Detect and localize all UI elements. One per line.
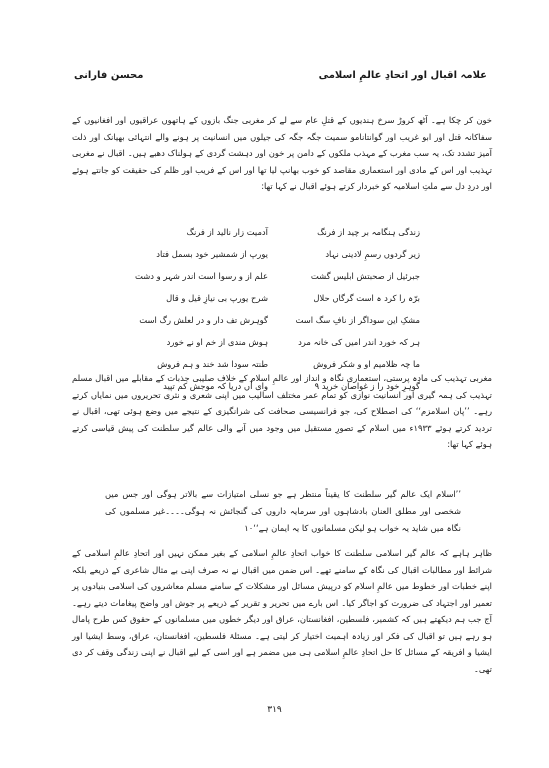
hemistich-first: طنتہ سودا شد خند و ہم فروش bbox=[157, 359, 268, 369]
hemistich-first: گوہرش تف دار و در لعلش رگ است bbox=[139, 315, 268, 325]
running-header-author: محسن فارانی bbox=[74, 70, 144, 81]
paragraph-western-civilization: مغربی تہذیب کی مادہ پرستی، استعماری نگاہ و انداز اور عالمِ اسلام کے خلاف صلیبی جذبات کے مقابلے میں اقبال مسلم تہذیب کی ہمہ گیری اور انسانیت نوازی کو تمام عمر مختلف اسالیب میں اپنی شعری و نثری تحریروں میں نمایاں کرتے رہے۔ ’’پان اسلامزم‘‘ کی اصطلاح کی، جو فرانسیسی صحافت کی شرانگیزی کے نتیجے میں وضع ہوئی تھی، اقبال نے تردید کرتے ہوئے ۱۹۳۳ء میں اسلام کے تصورِ مستقبل میں وجود میں آنے والی عالم گیر سلطنت کی پیش قیاسی کرتے ہوئے کہا تھا: bbox=[72, 373, 492, 449]
poem-verse bbox=[139, 309, 420, 331]
running-header-title: علامہ اقبال اور اتحادِ عالمِ اسلامی bbox=[318, 70, 487, 81]
hemistich-second: ہر کہ خورد اندر امیں کی خانہ مرد bbox=[298, 337, 420, 347]
hemistich-second: جبرئیل از صحبتش ابلیس گشت bbox=[310, 271, 420, 281]
hemistich-second: ما چہ ظلامیم او و شکر فروش bbox=[313, 359, 420, 369]
hemistich-second: برّہ را کرد ہ است گرگاں حلال bbox=[313, 293, 420, 303]
block-quote: ’’اسلام ایک عالم گیر سلطنت کا یقیناً منتظر ہے جو نسلی امتیازات سے بالاتر ہوگی اور جس میں شخصی اور مطلق العنان بادشاہوں اور سرمایہ داروں کی گنجائش نہ ہوگی۔۔۔۔غیر مسلموں کی نگاہ میں شاید یہ خواب ہو لیکن مسلمانوں کا یہ ایمان ہے‘‘۱۰ bbox=[105, 489, 461, 533]
poem-verse bbox=[135, 265, 420, 287]
hemistich-first: آدمیت زار نالید از فرنگ bbox=[186, 227, 268, 237]
poem-verse bbox=[150, 331, 420, 353]
hemistich-first: ہوش مندی از خم او نے خورد bbox=[166, 337, 268, 347]
poem-verse bbox=[150, 243, 420, 265]
hemistich-first: شرح یورپ بی نیازِ قیل و قال bbox=[166, 293, 268, 303]
poem-verse bbox=[150, 221, 420, 243]
hemistich-first: یورپ از شمشیر خود بسمل فتاد bbox=[156, 249, 268, 259]
hemistich-first: علم از و رسوا است اندر شہر و دشت bbox=[135, 271, 268, 281]
hemistich-second: مشکِ این سوداگر از نافِ سگ است bbox=[295, 315, 420, 325]
paragraph-muslim-unity: ظاہر ہاہے کہ عالم گیر اسلامی سلطنت کا خواب اتحادِ عالمِ اسلامی کے بغیر ممکن نہیں اور اتحادِ عالمِ اسلامی کے شرائط اور مطالبات اقبال کی نگاہ کے سامنے تھے۔ اس ضمن میں اقبال نے نہ صرف اپنی بے مثال شاعری کے ذریعے بلکہ اپنے خطبات اور خطوط میں عالمِ اسلام کو درپیش مسائل اور مشکلات کے سامنے مسلم معاشروں کی اسلامی بنیادوں پر تعمیر اور اجتہاد کی ضرورت کو اجاگر کیا۔ اس بارے میں تحریر و تقریر کے ذریعے پر جوش اور واضح پیغامات دیتے رہے۔ آج جب ہم دیکھتے ہیں کہ کشمیر، فلسطین، افغانستان، عراق اور دیگر خطوں میں مسلمانوں کے حقوق کس طرح پامال ہو رہے ہیں تو اقبال کی فکر اور زیادہ اہمیت اختیار کر لیتی ہے۔ مسئلۂ فلسطین، افغانستان، عراق، وسط ایشیا اور ایشیا و افریقہ کے مسائل کا حل اتحادِ عالمِ اسلامی ہی میں مضمر ہے اور اسی کے لیے اقبال نے اپنی زندگی وقف کر دی تھی۔ bbox=[72, 548, 492, 674]
poem-verse bbox=[150, 287, 420, 309]
hemistich-first: وای آں دریا کہ موجش کم تپید bbox=[163, 381, 268, 391]
hemistich-second: زندگی ہنگامہ بر چید از فرنگ bbox=[317, 227, 420, 237]
hemistich-second: زیر گردوں رسمِ لادینی نہاد bbox=[325, 249, 420, 259]
paragraph-intro: خون کر چکا ہے۔ آٹھ کروڑ سرخ ہندیوں کے قتلِ عام سے لے کر مغربی جنگ بازوں کے ہاتھوں عراقیوں اور افغانیوں کے سفاکانہ قتل اور ابو غریب اور گوانتانامو سمیت جگہ جگہ کی جیلوں میں انسانیت پر ہونے والے انتہائی بھیانک اور ذلت آمیز تشدد تک، یہ سب مغرب کے مہذب ملکوں کے دامن پر خون اور دہشت گردی کے ہولناک دھبے ہیں۔ اقبال نے مغربی تہذیب اور اس کے مادی اور استعماری مقاصد کو خوب بھانپ لیا تھا اور اس کے فریب اور ظلم کی حقیقت کو جانتے ہوئے اور دردِ دل سے ملتِ اسلامیہ کو خبردار کرتے ہوئے اقبال نے کہا تھا: bbox=[72, 115, 492, 191]
hemistich-second: گوہرِ خود را ز غواصان خرید ۹ bbox=[314, 381, 420, 391]
page-number: ۳۱۹ bbox=[267, 705, 282, 715]
